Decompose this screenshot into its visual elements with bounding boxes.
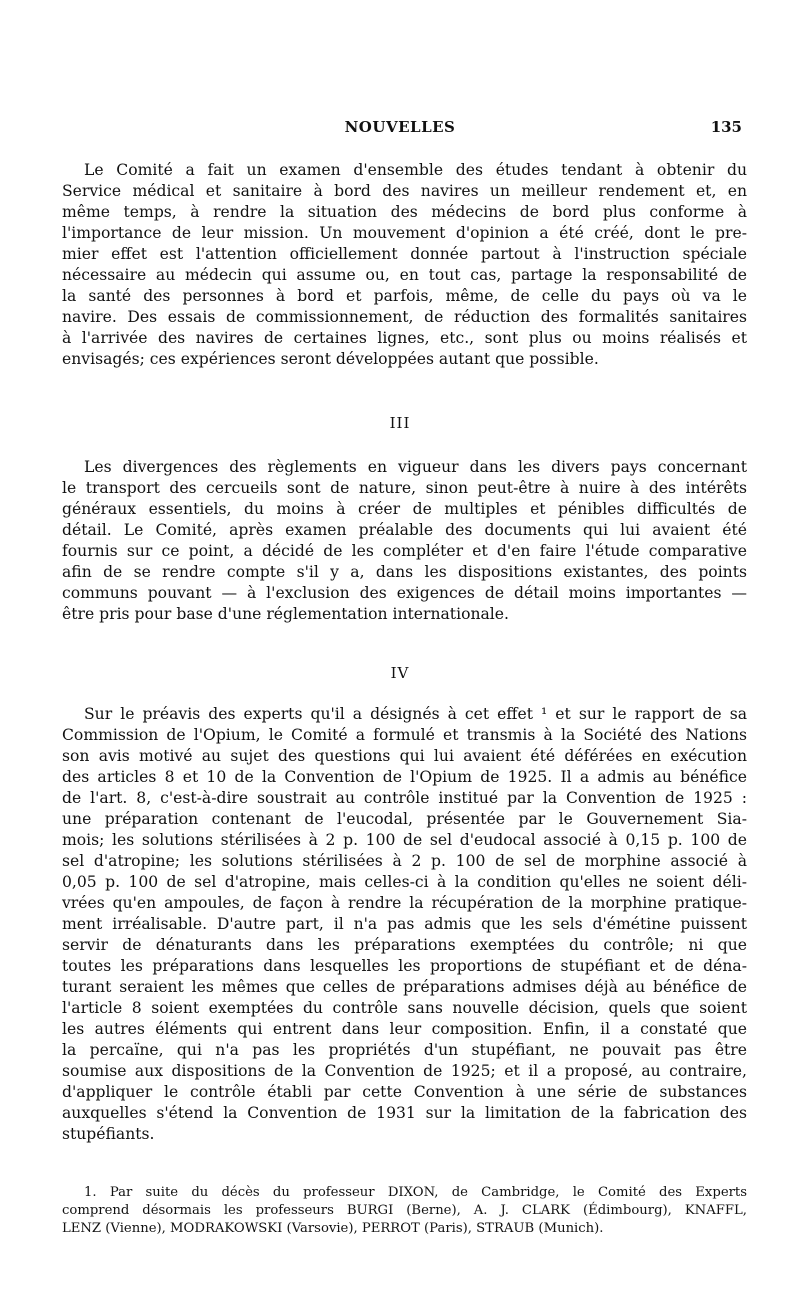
text-line: d'appliquer le contrôle établi par cette Convention à une série de substances [62,1083,747,1101]
text-line: généraux essentiels, du moins à créer de multiples et pénibles difficultés de [62,500,747,518]
footnote-line: 1. Par suite du décès du professeur DIXON, de Cambridge, le Comité des Experts [84,1185,747,1200]
text-line: à l'arrivée des navires de certaines lignes, etc., sont plus ou moins réalisés et [62,329,747,347]
text-line: communs pouvant — à l'exclusion des exigences de détail moins importantes — [62,584,747,602]
footnote-line: LENZ (Vienne), MODRAKOWSKI (Varsovie), PERROT (Paris), STRAUB (Munich). [62,1221,604,1236]
text-line: turant seraient les mêmes que celles de préparations admises déjà au bénéfice de [62,978,747,996]
paragraph-cercueils [62,457,747,625]
paragraph-opium [62,704,747,1145]
text-line: Les divergences des règlements en vigueur dans les divers pays concernant [84,458,747,476]
text-line: sel d'atropine; les solutions stérilisées à 2 p. 100 de sel de morphine associé à [62,852,747,870]
text-line: le transport des cercueils sont de nature, sinon peut-être à nuire à des intérêts [62,479,747,497]
text-line: être pris pour base d'une réglementation internationale. [62,605,509,623]
text-line: ment irréalisable. D'autre part, il n'a pas admis que les sels d'émétine puissent [62,915,747,933]
text-line: la santé des personnes à bord et parfois, même, de celle du pays où va le [62,287,747,305]
running-title: NOUVELLES [344,118,456,136]
footnote-line: comprend désormais les professeurs BURGI (Berne), A. J. CLARK (Édimbourg), KNAFFL, [62,1203,747,1218]
text-line: stupéfiants. [62,1125,155,1143]
text-line: une préparation contenant de l'eucodal, présentée par le Gouvernement Sia- [62,810,747,828]
section-heading-iii: III [389,414,411,432]
text-line: Le Comité a fait un examen d'ensemble des études tendant à obtenir du [84,161,747,179]
page-number: 135 [710,118,742,136]
text-line: même temps, à rendre la situation des médecins de bord plus conforme à [62,203,747,221]
text-line: afin de se rendre compte s'il y a, dans les dispositions existantes, des points [62,563,747,581]
text-line: nécessaire au médecin qui assume ou, en tout cas, partage la responsabilité de [62,266,747,284]
text-line: servir de dénaturants dans les préparations exemptées du contrôle; ni que [62,936,747,954]
paragraph-service-medical [62,160,747,370]
text-line: navire. Des essais de commissionnement, de réduction des formalités sanitaires [62,308,747,326]
text-line: 0,05 p. 100 de sel d'atropine, mais celles-ci à la condition qu'elles ne soient déli- [62,873,747,891]
text-line: Commission de l'Opium, le Comité a formulé et transmis à la Société des Nations [62,726,747,744]
text-line: les autres éléments qui entrent dans leur composition. Enfin, il a constaté que [62,1020,747,1038]
text-line: l'importance de leur mission. Un mouvement d'opinion a été créé, dont le pre- [62,224,747,242]
text-line: l'article 8 soient exemptées du contrôle sans nouvelle décision, quels que soient [62,999,747,1017]
footnote [62,1184,747,1238]
text-line: mier effet est l'attention officiellement donnée partout à l'instruction spéciale [62,245,747,263]
text-line: vrées qu'en ampoules, de façon à rendre la récupération de la morphine pratique- [62,894,747,912]
text-line: envisagés; ces expériences seront développées autant que possible. [62,350,599,368]
text-line: la percaïne, qui n'a pas les propriétés d'un stupéfiant, ne pouvait pas être [62,1041,747,1059]
text-line: mois; les solutions stérilisées à 2 p. 100 de sel d'eudocal associé à 0,15 p. 100 de [62,831,747,849]
text-line: des articles 8 et 10 de la Convention de l'Opium de 1925. Il a admis au bénéfice [62,768,747,786]
text-line: soumise aux dispositions de la Convention de 1925; et il a proposé, au contraire, [62,1062,747,1080]
text-line: toutes les préparations dans lesquelles les proportions de stupéfiant et de déna- [62,957,747,975]
text-line: de l'art. 8, c'est-à-dire soustrait au contrôle institué par la Convention de 1925 : [62,789,747,807]
text-line: fournis sur ce point, a décidé de les compléter et d'en faire l'étude comparative [62,542,747,560]
text-line: détail. Le Comité, après examen préalable des documents qui lui avaient été [62,521,747,539]
section-heading-iv: IV [390,664,410,682]
text-line: Sur le préavis des experts qu'il a désignés à cet effet ¹ et sur le rapport de sa [84,705,747,723]
text-line: auxquelles s'étend la Convention de 1931 sur la limitation de la fabrication des [62,1104,747,1122]
text-line: son avis motivé au sujet des questions qui lui avaient été déférées en exécution [62,747,747,765]
text-line: Service médical et sanitaire à bord des navires un meilleur rendement et, en [62,182,747,200]
page-header [0,118,800,142]
